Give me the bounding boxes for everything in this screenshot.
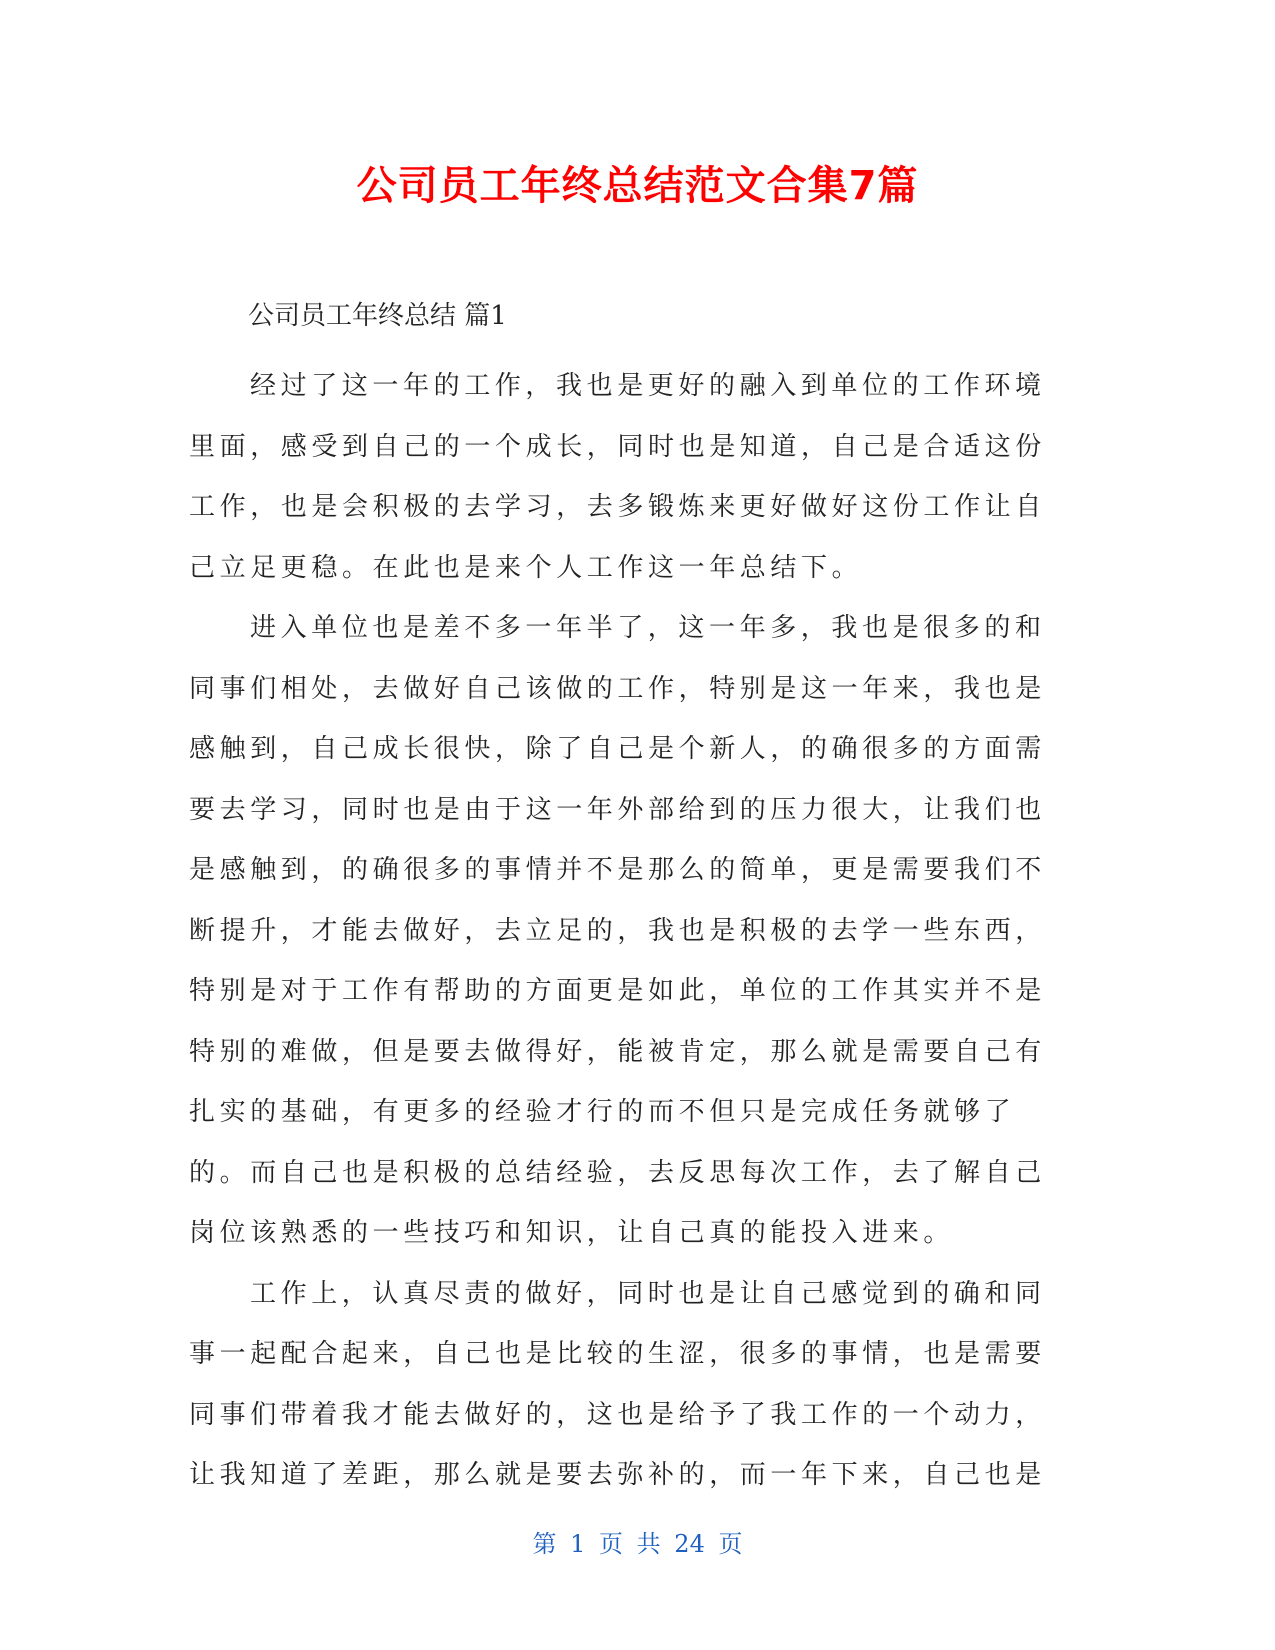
document-body bbox=[189, 356, 1061, 1506]
page-number-footer: 第 1 页 共 24 页 bbox=[532, 1530, 743, 1558]
paragraph: 经过了这一年的工作，我也是更好的融入到单位的工作环境里面，感受到自己的一个成长，同时也是知道，自己是合适这份工作，也是会积极的去学习，去多锻炼来更好做好这份工作让自己立足更稳。在此也是来个人工作这一年总结下。 bbox=[189, 371, 1046, 583]
document-title: 公司员工年终总结范文合集7篇 bbox=[356, 163, 919, 209]
paragraph: 进入单位也是差不多一年半了，这一年多，我也是很多的和同事们相处，去做好自己该做的工作，特别是这一年来，我也是感触到，自己成长很快，除了自己是个新人，的确很多的方面需要去学习，同时也是由于这一年外部给到的压力很大，让我们也是感触到，的确很多的事情并不是那么的简单，更是需要我们不断提升，才能去做好，去立足的，我也是积极的去学一些东西，特别是对于工作有帮助的方面更是如此，单位的工作其实并不是特别的难做，但是要去做得好，能被肯定，那么就是需要自己有扎实的基础，有更多的经验才行的而不但只是完成任务就够了的。而自己也是积极的总结经验，去反思每次工作，去了解自己岗位该熟悉的一些技巧和知识，让自己真的能投入进来。 bbox=[189, 613, 1046, 1248]
section-heading: 公司员工年终总结 篇1 bbox=[248, 301, 507, 331]
paragraph: 工作上，认真尽责的做好，同时也是让自己感觉到的确和同事一起配合起来，自己也是比较的生涩，很多的事情，也是需要同事们带着我才能去做好的，这也是给予了我工作的一个动力，让我知道了差距，那么就是要去弥补的，而一年下来，自己也是 bbox=[189, 1278, 1046, 1490]
